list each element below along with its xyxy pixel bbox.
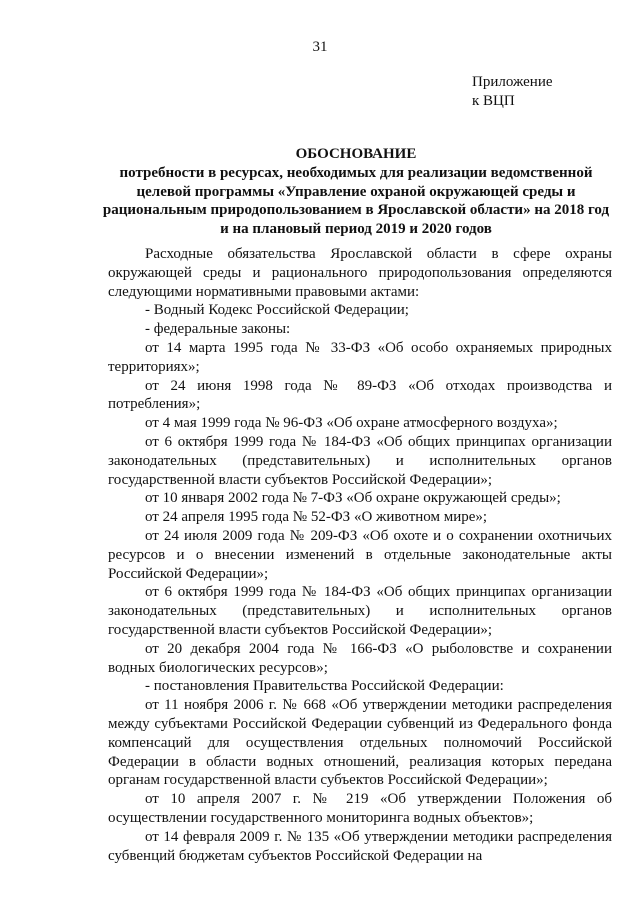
appendix-line-1: Приложение bbox=[472, 74, 553, 90]
paragraph: от 10 января 2002 года № 7-ФЗ «Об охране окружающей среды»; bbox=[145, 490, 561, 507]
title-heading: ОБОСНОВАНИЕ bbox=[295, 146, 417, 162]
page-number: 31 bbox=[312, 39, 328, 55]
paragraph: от 10 апреля 2007 г. № 219 «Об утверждении Положения об осуществлении государственного мониторинга водных объектов»; bbox=[108, 791, 612, 826]
paragraph: от 6 октября 1999 года № 184-ФЗ «Об общих принципах организации законодательных (представительных) и исполнительных органов государственной власти субъектов Российской Федерации»; bbox=[108, 584, 612, 638]
appendix-line-2: к ВЦП bbox=[472, 92, 515, 109]
paragraph: от 14 марта 1995 года № 33-ФЗ «Об особо охраняемых природных территориях»; bbox=[108, 339, 612, 375]
paragraph: от 24 июля 2009 года № 209-ФЗ «Об охоте и о сохранении охотничьих ресурсов и о внесении изменений в отдельные законодательные акты Российской Федерации»; bbox=[108, 527, 612, 582]
title-subtitle: потребности в ресурсах, необходимых для реализации ведомственной целевой программы «Управление охраной окружающей среды и рациональным природопользованием в Ярославской области» на 2018 год и на плановый период 2019 и 2020 годов bbox=[102, 164, 610, 238]
appendix-label bbox=[472, 73, 553, 111]
paragraph: от 4 мая 1999 года № 96-ФЗ «Об охране атмосферного воздуха»; bbox=[145, 415, 558, 432]
paragraph: Расходные обязательства Ярославской области в сфере охраны окружающей среды и рационального природопользования определяются следующими нормативными правовыми актами: bbox=[108, 246, 612, 300]
paragraph: от 11 ноября 2006 г. № 668 «Об утверждении методики распределения между субъектами Российской Федерации субвенций из Федерального фонда компенсаций для осуществления отдельных полномочий Российской Федерации в области водных отношений, реализация которых передана органам государственной власти субъектов Российской Федерации»; bbox=[108, 697, 612, 789]
paragraph: от 6 октября 1999 года № 184-ФЗ «Об общих принципах организации законодательных (представительных) и исполнительных органов государственной власти субъектов Российской Федерации»; bbox=[108, 433, 612, 488]
paragraph: от 14 февраля 2009 г. № 135 «Об утверждении методики распределения субвенций бюджетам субъектов Российской Федерации на bbox=[108, 828, 612, 864]
paragraph: - постановления Правительства Российской Федерации: bbox=[145, 678, 504, 695]
paragraph: от 24 июня 1998 года № 89-ФЗ «Об отходах производства и потребления»; bbox=[108, 377, 612, 413]
paragraph: - федеральные законы: bbox=[145, 321, 291, 338]
document-body bbox=[108, 245, 612, 865]
paragraph: от 24 апреля 1995 года № 52-ФЗ «О животном мире»; bbox=[145, 509, 488, 526]
paragraph: от 20 декабря 2004 года № 166-ФЗ «О рыболовстве и сохранении водных биологических ресурсов»; bbox=[108, 640, 612, 676]
paragraph: - Водный Кодекс Российской Федерации; bbox=[145, 302, 409, 319]
document-title bbox=[100, 145, 612, 239]
